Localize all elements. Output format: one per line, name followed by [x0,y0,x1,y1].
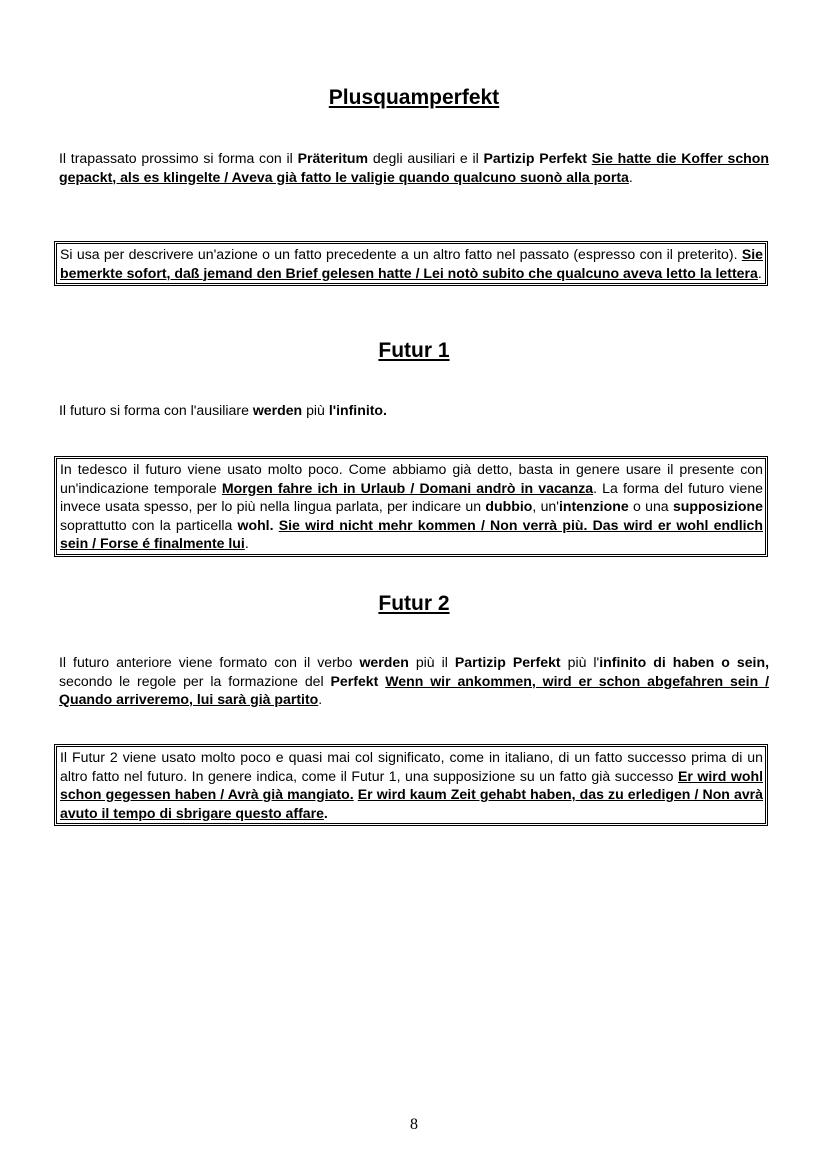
text-span: . [628,168,633,185]
term-praeteritum: Präteritum [297,150,369,166]
text-span: In tedesco il futuro viene usato molto poco. Come abbiamo già detto, basta in genere usare il presente con un'indicazione temporale [60,461,763,496]
futur1-intro [59,401,769,420]
term-infinito-haben-sein: infinito di haben o sein, [599,654,769,670]
text-span: . [757,264,762,281]
text-span: . [323,804,328,821]
text-span: Il trapassato prossimo si forma con il [59,150,298,166]
term-infinito: l'infinito. [328,402,387,418]
futur2-note-box [54,744,768,826]
term-werden: werden [359,654,409,670]
plusquam-intro [59,149,769,186]
term-perfekt: Perfekt [330,672,379,689]
heading-futur-1: Futur 1 [378,339,450,362]
futur2-intro [59,653,769,709]
text-span: . La forma del futuro viene invece usata spesso, per lo più nella lingua parlata, per indicare un [60,479,763,514]
plusquam-note-box [54,241,768,286]
text-span: più l' [560,654,600,670]
term-werden: werden [252,402,303,418]
text-span: soprattutto con la particella [60,516,238,533]
text-span: degli ausiliari e il [368,150,484,166]
heading-futur-2: Futur 2 [378,592,450,615]
example-sentence: Er wird wohl schon gegessen haben / Avrà già mangiato. [60,767,763,802]
example-sentence: Er wird kaum Zeit gehabt haben, das zu erledigen / Non avrà avuto il tempo di sbrigare questo affare [60,786,763,821]
term-wohl: wohl. [237,516,274,533]
example-sentence: Sie hatte die Koffer schon gepackt, als es klingelte / Aveva già fatto le valigie quando qualcuno suonò alla porta [59,150,769,185]
text-span: Il Futur 2 viene usato molto poco e quasi mai col significato, come in italiano, di un fatto successo prima di un altro fatto nel futuro. In genere indica, come il Futur 1, una supposizione su un fatto già successo [60,749,763,784]
page-number: 8 [410,1116,418,1133]
text-span: più [302,402,329,418]
text-span: . [244,535,249,551]
example-sentence: Morgen fahre ich in Urlaub / Domani andrò in vacanza [221,479,594,496]
term-intenzione: intenzione [558,498,629,514]
example-sentence: Wenn wir ankommen, wird er schon abgefahren sein / Quando arriveremo, lui sarà già partito [59,672,769,707]
text-span: , un' [532,498,559,514]
term-partizip-perfekt: Partizip Perfekt [454,654,561,670]
term-supposizione: supposizione [672,498,763,514]
text-span: Il futuro si forma con l'ausiliare [59,402,253,418]
text-span: più il [408,654,455,670]
term-partizip-perfekt: Partizip Perfekt [483,150,587,166]
text-span: secondo le regole per la formazione del [59,672,331,689]
futur1-note-box [54,456,768,557]
heading-plusquamperfekt: Plusquamperfekt [328,86,500,109]
text-span: Si usa per descrivere un'azione o un fatto precedente a un altro fatto nel passato (espresso con il preterito). [60,246,742,262]
example-sentence: Sie wird nicht mehr kommen / Non verrà più. Das wird er wohl endlich sein / Forse é finalmente lui [60,516,763,551]
example-sentence: Sie bemerkte sofort, daß jemand den Brief gelesen hatte / Lei notò subito che qualcuno aveva letto la lettera [60,246,763,281]
text-span: Il futuro anteriore viene formato con il verbo [59,654,360,670]
term-dubbio: dubbio [485,498,533,514]
text-span: o una [628,498,673,514]
text-span: . [318,691,323,707]
